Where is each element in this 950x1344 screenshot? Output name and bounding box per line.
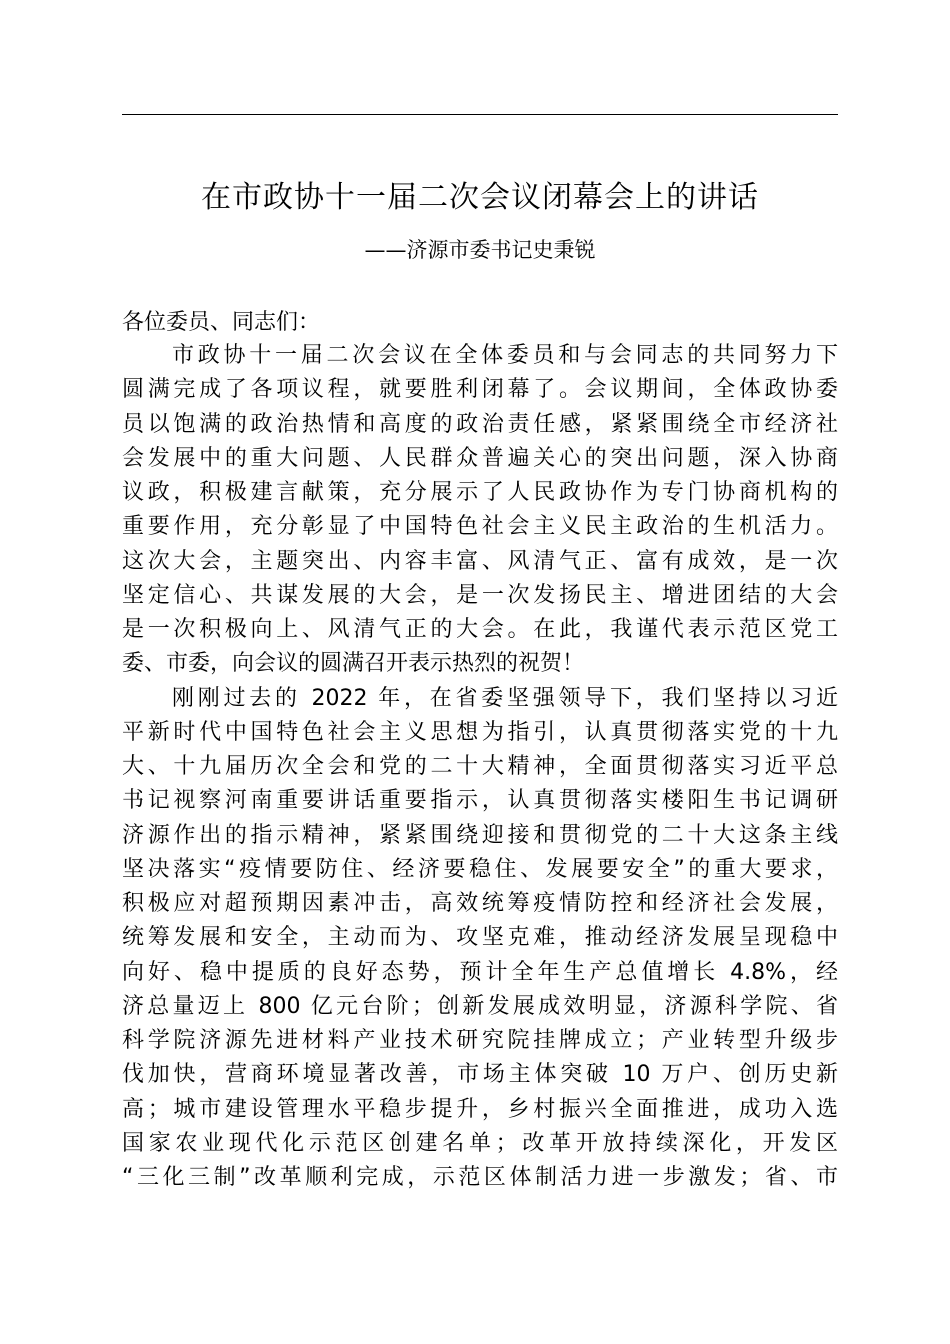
- paragraph-2-line: 平新时代中国特色社会主义思想为指引，认真贯彻落实党的十九: [122, 719, 838, 745]
- paragraph-2-line: “三化三制”改革顺利完成，示范区体制活力进一步激发；省、市: [122, 1165, 838, 1190]
- salutation: 各位委员、同志们：: [122, 310, 321, 335]
- paragraph-2-line: 高；城市建设管理水平稳步提升，乡村振兴全面推进，成功入选: [122, 1096, 838, 1122]
- paragraph-2-line: 伐加快，营商环境显著改善，市场主体突破 10 万户、创历史新: [122, 1062, 838, 1088]
- paragraph-2-line: 济总量迈上 800 亿元台阶；创新发展成效明显，济源科学院、省: [122, 993, 838, 1019]
- paragraph-2-line: 大、十九届历次全会和党的二十大精神，全面贯彻落实习近平总: [122, 754, 838, 779]
- paragraph-2-line: 积极应对超预期因素冲击，高效统筹疫情防控和经济社会发展，: [122, 891, 838, 916]
- paragraph-1-line: 这次大会，主题突出、内容丰富、风清气正、富有成效，是一次: [122, 548, 838, 574]
- header-rule: [122, 114, 838, 115]
- paragraph-1-line: 是一次积极向上、风清气正的大会。在此，我谨代表示范区党工: [122, 617, 838, 642]
- paragraph-2-line: 向好、稳中提质的良好态势，预计全年生产总值增长 4.8%，经: [122, 959, 838, 985]
- paragraph-1-line: 圆满完成了各项议程，就要胜利闭幕了。会议期间，全体政协委: [122, 377, 838, 403]
- paragraph-2-line: 刚刚过去的 2022 年，在省委坚强领导下，我们坚持以习近: [172, 685, 838, 711]
- paragraph-2-line: 坚决落实“疫情要防住、经济要稳住、发展要安全”的重大要求，: [122, 856, 838, 882]
- paragraph-1-line: 市政协十一届二次会议在全体委员和与会同志的共同努力下: [172, 343, 838, 368]
- paragraph-2-line: 国家农业现代化示范区创建名单；改革开放持续深化，开发区: [122, 1130, 838, 1156]
- paragraph-1-line: 重要作用，充分彰显了中国特色社会主义民主政治的生机活力。: [122, 514, 838, 540]
- paragraph-1-line: 委、市委，向会议的圆满召开表示热烈的祝贺！: [122, 651, 585, 677]
- speech-title: 在市政协十一届二次会议闭幕会上的讲话: [201, 180, 759, 215]
- paragraph-1-line: 坚定信心、共谋发展的大会，是一次发扬民主、增进团结的大会: [122, 582, 838, 608]
- paragraph-1-line: 议政，积极建言献策，充分展示了人民政协作为专门协商机构的: [122, 480, 838, 505]
- paragraph-2-line: 统筹发展和安全，主动而为、攻坚克难，推动经济发展呈现稳中: [122, 925, 838, 951]
- speech-body: [122, 339, 838, 1195]
- paragraph-2-line: 济源作出的指示精神，紧紧围绕迎接和贯彻党的二十大这条主线: [122, 822, 838, 848]
- paragraph-1-line: 员以饱满的政治热情和高度的政治责任感，紧紧围绕全市经济社: [122, 411, 838, 437]
- paragraph-2-line: 科学院济源先进材料产业技术研究院挂牌成立；产业转型升级步: [122, 1028, 838, 1053]
- paragraph-2-line: 书记视察河南重要讲话重要指示，认真贯彻落实楼阳生书记调研: [122, 788, 838, 814]
- speech-subtitle: ——济源市委书记史秉锐: [364, 238, 596, 262]
- paragraph-1-line: 会发展中的重大问题、人民群众普遍关心的突出问题，深入协商: [122, 445, 838, 471]
